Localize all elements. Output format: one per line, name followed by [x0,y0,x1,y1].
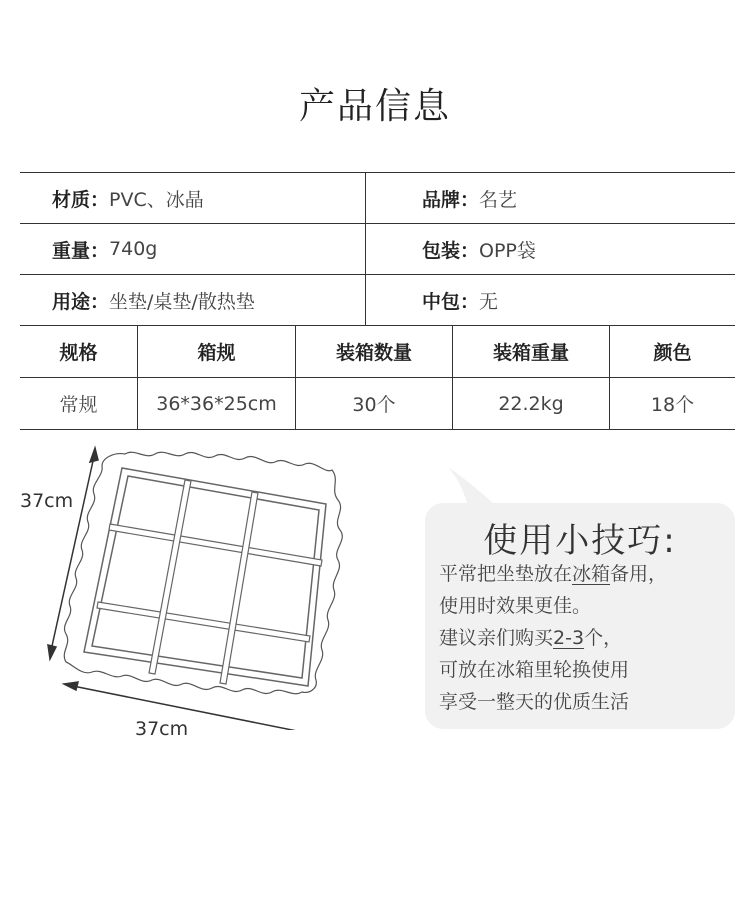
info-row [20,275,735,326]
inner-pack-value: 无 [479,290,499,313]
spec-cell: 30个 [296,378,453,429]
tips-box [425,503,735,729]
brand-label: 品牌： [422,188,480,211]
spec-header-cell: 颜色 [653,342,692,364]
tip-line: 使用时效果更佳。 [439,595,592,617]
spec-header-row [20,326,735,378]
usage-label: 用途： [52,290,110,313]
spec-cell: 22.2kg [453,378,610,429]
tips-title: 使用小技巧: [483,521,677,561]
weight-value: 740g [109,238,158,260]
tip-underlined-text: 冰箱 [572,563,611,585]
usage-value: 坐垫/桌垫/散热垫 [109,290,255,313]
tip-text: 平常把坐垫放在 [439,563,573,585]
tip-line: 可放在冰箱里轮换使用 [439,659,630,681]
usage-cell [20,275,366,325]
dimension-bottom-label: 37cm [135,718,189,740]
tip-text: 备用， [610,563,668,585]
spec-header-cell: 装箱重量 [453,326,610,377]
cushion-illustration [40,440,360,730]
package-label: 包装： [422,239,480,262]
tip-line: 享受一整天的优质生活 [439,691,630,713]
tip-line [439,622,729,654]
tip-line [439,558,729,590]
tips-lines [439,558,729,718]
package-cell [366,224,735,274]
brand-cell [366,173,735,223]
inner-pack-label: 中包： [422,290,480,313]
tip-text: 个， [584,627,623,649]
spec-header-cell: 装箱数量 [296,326,453,377]
cushion-outline [64,452,342,693]
spec-cell: 常规 [20,378,138,429]
material-value: PVC、冰晶 [109,188,204,211]
dimension-left-label: 37cm [20,490,74,512]
spec-cell: 36*36*25cm [138,378,296,429]
spec-cell: 18个 [650,394,695,416]
weight-label: 重量： [52,239,110,262]
weight-cell [20,224,366,274]
inner-pack-cell [366,275,735,325]
info-row [20,224,735,275]
spec-header-cell: 箱规 [138,326,296,377]
spec-table [20,326,735,430]
spec-header-cell: 规格 [20,326,138,377]
brand-value: 名艺 [479,188,518,211]
info-row [20,173,735,224]
material-label: 材质： [52,188,110,211]
material-cell [20,173,366,223]
spec-data-row [20,378,735,430]
page-title: 产品信息 [298,86,451,127]
package-value: OPP袋 [479,239,536,262]
tip-underlined-text: 2-3 [553,627,585,649]
tip-text: 建议亲们购买 [439,627,554,649]
product-info-table [20,172,735,326]
